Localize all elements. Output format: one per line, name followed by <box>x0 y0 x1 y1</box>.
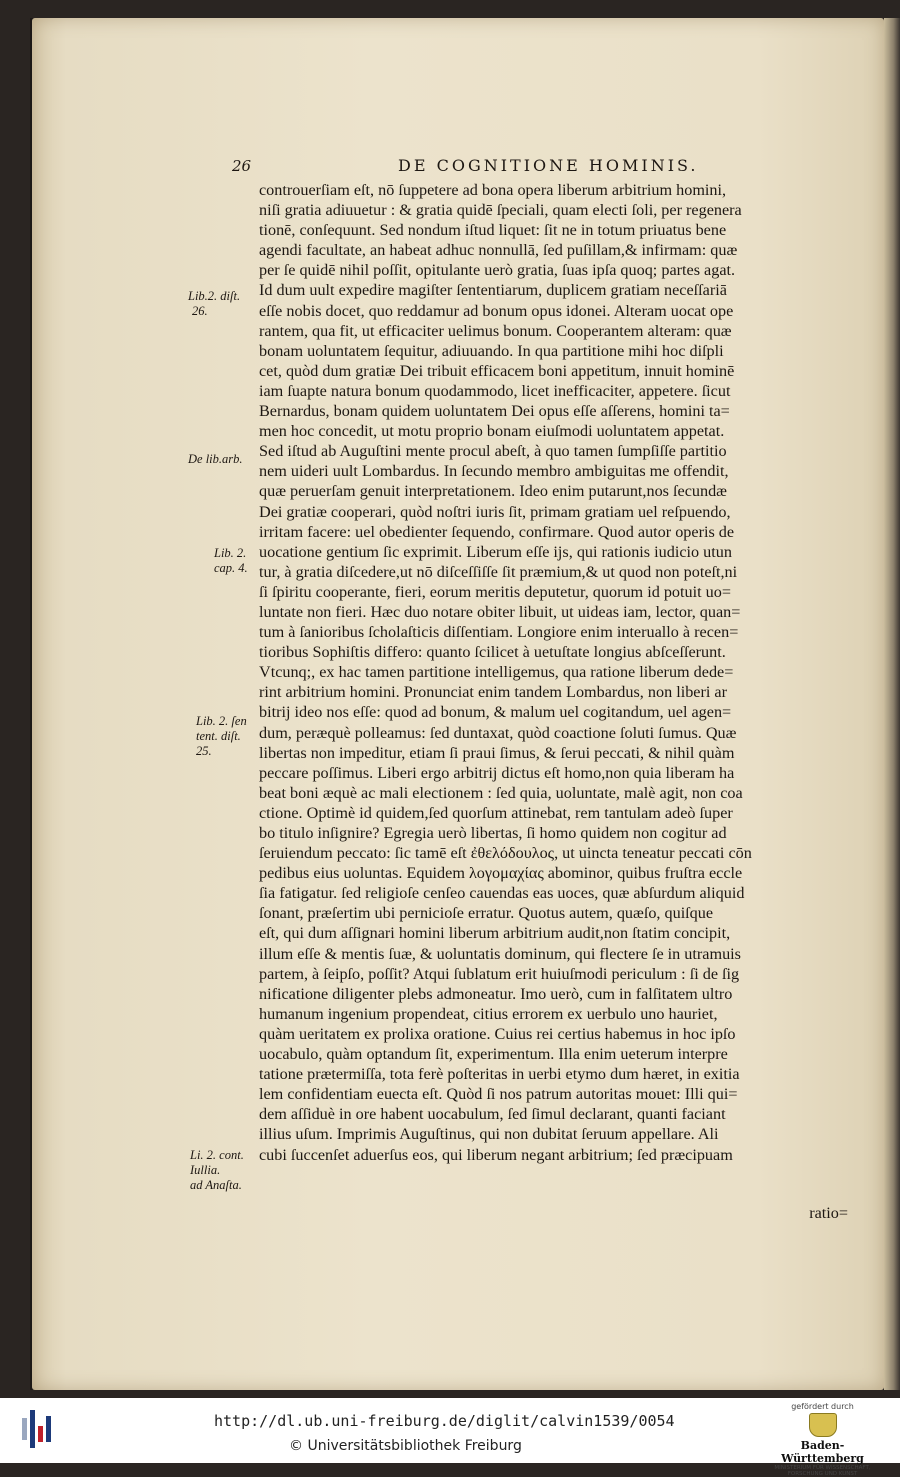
text-line: ctione. Optimè id quidem,ſed quorſum attinebat, rem tantulam adeò ſuper <box>259 803 733 822</box>
text-line: Sed iſtud ab Auguſtini mente procul abeſt, à quo tamen ſumpſiſſe partitio <box>259 442 727 461</box>
text-line: quæ peruerſam genuit interpretationem. Ideo enim putarunt,nos ſecundæ <box>259 482 727 501</box>
text-line: cubi ſuccenſet aduerſus eos, qui liberum negant arbitrium; ſed præcipuam <box>259 1145 733 1164</box>
marginal-note-text: De lib.arb. <box>188 452 243 466</box>
text-line: luntate non fieri. Hæc duo notare obiter libuit, ut uideas iam, lector, quan= <box>259 602 741 621</box>
text-line: Id dum uult expedire magiſter ſententiarum, duplicem gratiam neceſſariā <box>259 281 727 300</box>
text-line: ſonant, præſertim ubi pernicioſe erratur. Quotus autem, quæſo, quiſque <box>259 904 714 923</box>
viewer-footer <box>0 1398 900 1477</box>
text-line: lem confidentiam euecta eſt. Quòd ſi nos patrum autoritas mouet: Illi qui= <box>259 1085 738 1104</box>
marginal-note-1 <box>188 289 240 319</box>
text-line: humanum ingenium propendeat, citius errorem ex uerbulo uno hauriet, <box>259 1004 718 1023</box>
text-line: nem uideri uult Lombardus. In ſecundo membro ambiguitas me offendit, <box>259 462 729 481</box>
catchword: ratio= <box>809 1204 848 1222</box>
text-line: ſia fatigatur. ſed religioſe cenſeo cauendas eas uoces, quæ abſurdum aliquid <box>259 884 745 903</box>
marginal-note-text: Iullia. <box>190 1163 221 1177</box>
page-number: 26 <box>232 157 252 175</box>
marginal-note-text: Lib. 2. <box>214 546 247 560</box>
text-line: quàm ueritatem ex prolixa oratione. Cuius rei certius habemus in hoc ipſo <box>259 1024 736 1043</box>
text-line: libertas non impeditur, etiam ſi praui ſimus, & ſerui peccati, & nihil quàm <box>259 743 735 762</box>
sponsor-name: Baden-Württemberg <box>781 1439 864 1465</box>
text-line: pedibus eius uoluntas. Equidem λογομαχίας abominor, quibus fruſtra eccle <box>259 864 743 883</box>
text-line: peccare poſſimus. Liberi ergo arbitrij dictus eſt homo,non quia liberam ha <box>259 763 735 782</box>
text-line: dum, peræquè polleamus: ſed duntaxat, quòd coactione ſoluti ſumus. Quæ <box>259 723 737 742</box>
text-line: eſſe nobis docet, quo reddamur ad bonum opus idonei. Alteram uocat ope <box>259 301 734 320</box>
coat-of-arms-icon <box>809 1413 837 1437</box>
text-line: tur, à gratia diſcedere,ut nō diſceſſiſſe ſit præmium,& ut quod non poteſt,ni <box>259 562 738 581</box>
text-line: agendi facultate, an habeat adhuc nonnullā, ſed puſillam,& infirmam: quæ <box>259 241 738 260</box>
text-line: bonam uoluntatem ſequitur, adiuuando. In qua partitione mihi hoc diſpli <box>259 341 724 360</box>
marginal-note-3 <box>214 546 248 576</box>
text-line: rint arbitrium homini. Pronunciat enim tandem Lombardus, non liberi ar <box>259 683 727 702</box>
copyright-text: © Universitätsbibliothek Freiburg <box>289 1438 522 1454</box>
marginal-note-text: tent. diſt. <box>196 729 241 743</box>
body-text <box>259 180 849 1165</box>
text-line: partem, à ſeipſo, poſſit? Atqui ſublatum erit huiuſmodi periculum : ſi de ſig <box>259 964 740 983</box>
marginal-note-5 <box>190 1148 244 1193</box>
library-logo-icon <box>22 1406 58 1454</box>
text-line: eſt, qui dum aſſignari homini liberum arbitrium audit,non ſtatim concipit, <box>259 924 731 943</box>
text-line: Dei gratiæ cooperari, quòd noſtri iuris ſit, primam gratiam uel reſpuendo, <box>259 502 731 521</box>
text-line: tatione prætermiſſa, tota ferè poſteritas in uerbi etymo dum hæret, in exitia <box>259 1065 740 1084</box>
text-line: bitrij ideo nos eſſe: quod ad bonum, & malum uel cogitandum, uel agen= <box>259 703 732 722</box>
text-line: tum à ſanioribus ſcholaſticis diſſentiam. Longiore enim interuallo à recen= <box>259 623 739 642</box>
text-line: controuerſiam eſt, nō ſuppetere ad bona opera liberum arbitrium homini, <box>259 181 727 199</box>
text-line: ſeruiendum peccato: ſic tamē eſt ἐθελόδουλος, ut uincta teneatur peccati cōn <box>259 844 752 863</box>
text-line: uocatione gentium ſic exprimit. Liberum eſſe ijs, qui rationis iudicio utun <box>259 542 732 561</box>
marginal-note-text: Lib.2. diſt. <box>188 289 241 303</box>
text-line: Bernardus, bonam quidem uoluntatem Dei opus eſſe aſſerens, homini ta= <box>259 402 730 421</box>
text-line: cet, quòd dum gratiæ Dei tribuit efficacem boni appetitum, innuit hominē <box>259 361 735 380</box>
text-line: niſi gratia adiuuetur : & gratia quidē ſpeciali, quam electi ſoli, per regenera <box>259 201 742 220</box>
sponsor-ministry: MINISTERIUM FÜR WISSENSCHAFT, FORSCHUNG UND KUNST <box>774 1465 871 1477</box>
text-line: nificatione diligenter plebs admoneatur. Imo uerò, cum in falſitatem ultro <box>259 984 733 1003</box>
marginal-note-text: 25. <box>196 744 212 758</box>
sponsor-label: gefördert durch <box>791 1402 854 1411</box>
text-line: illius uſum. Imprimis Auguſtinus, qui non dubitat ſeruum appellare. Ali <box>259 1125 719 1144</box>
marginal-note-text: cap. 4. <box>214 561 248 575</box>
sponsor-block <box>760 1402 885 1477</box>
marginal-note-4 <box>196 714 247 759</box>
marginal-note-text: Li. 2. cont. <box>190 1148 244 1162</box>
text-line: beat boni æquè ac mali electionem : ſed quia, uoluntate, malè agit, non coa <box>259 783 743 802</box>
permalink-url[interactable]: http://dl.ub.uni-freiburg.de/diglit/calvin1539/0054 <box>214 1412 675 1430</box>
text-line: uocabulo, quàm optandum ſit, experimentum. Illa enim ueterum interpre <box>259 1045 728 1064</box>
running-head: DE COGNITIONE HOMINIS. <box>398 156 699 175</box>
text-line: per ſe quidē nihil poſſit, opitulante uerò gratia, ſuas ipſa quoq; partes agat. <box>259 261 736 280</box>
text-line: iam ſuapte natura bonum quodammodo, licet inefficaciter, appetere. ſicut <box>259 381 731 400</box>
text-line: men hoc concedit, ut motu proprio bonam eiuſmodi uoluntatem appetat. <box>259 422 725 441</box>
marginal-note-text: Lib. 2. ſen <box>196 714 247 728</box>
text-line: rantem, qua fit, ut efficaciter uelimus bonum. Cooperantem alteram: quæ <box>259 321 732 340</box>
marginal-note-text: 26. <box>192 304 208 318</box>
text-line: tioribus Sophiſtis differo: quanto ſcilicet à uetuſtate longius abſceſſerunt. <box>259 643 726 662</box>
marginal-note-text: ad Anaſta. <box>190 1178 242 1192</box>
page-edge <box>884 18 900 1390</box>
text-line: tionē, conſequunt. Sed nondum iſtud liquet: ſit ne in totum priuatus bene <box>259 221 727 240</box>
text-line: bo titulo inſignire? Egregia uerò libertas, ſi homo quidem non cogitur ad <box>259 824 727 842</box>
text-line: ſi ſpiritu cooperante, fieri, eorum meritis deputetur, quorum id potuit uo= <box>259 582 731 601</box>
text-line: dem aſſiduè in ore habent uocabulum, ſed ſimul declarant, quanti faciant <box>259 1105 726 1124</box>
text-line: Vtcunq;, ex hac tamen partitione intelligemus, qua ratione liberum dede= <box>259 663 734 682</box>
text-line: irritam facere: uel obedienter ſequendo, confirmare. Quod autor operis de <box>259 522 735 541</box>
marginal-note-2 <box>188 452 243 467</box>
text-line: illum eſſe & mentis ſuæ, & uoluntatis dominum, qui flectere ſe in utramuis <box>259 944 741 963</box>
